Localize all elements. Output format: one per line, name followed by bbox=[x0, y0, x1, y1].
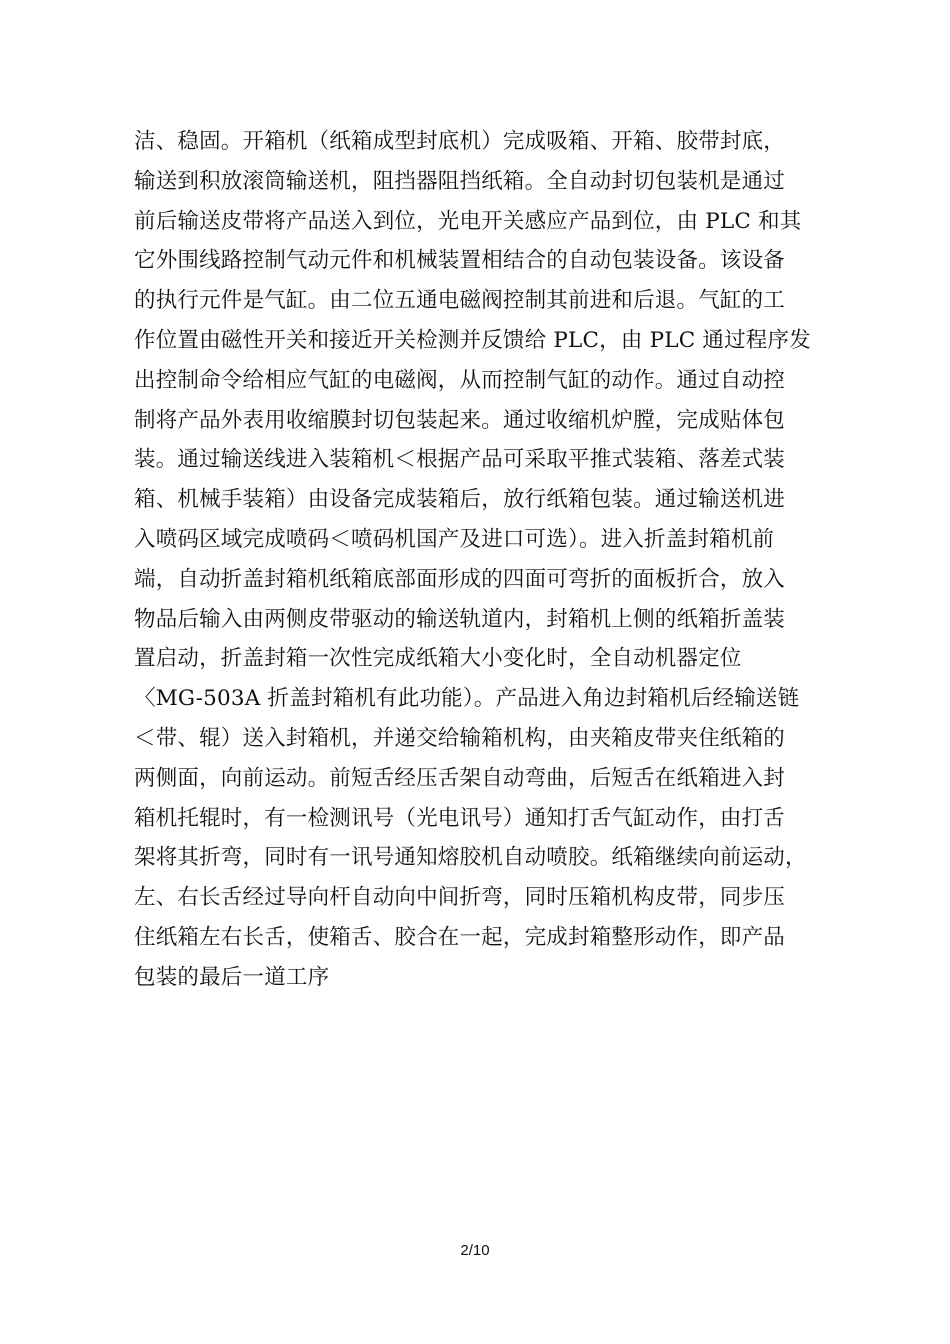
text-line: 它外围线路控制气动元件和机械装置相结合的自动包装设备。该设备 bbox=[134, 248, 786, 274]
text-line: 左、右长舌经过导向杆自动向中间折弯，同时压箱机构皮带，同步压 bbox=[134, 885, 786, 911]
text-line: 置启动，折盖封箱一次性完成纸箱大小变化时，全自动机器定位 bbox=[134, 646, 742, 672]
text-line: 两侧面，向前运动。前短舌经压舌架自动弯曲，后短舌在纸箱进入封 bbox=[134, 765, 786, 791]
page-number: 2/10 bbox=[460, 1242, 490, 1259]
text-line: 装。通过输送线进入装箱机＜根据产品可采取平推式装箱、落差式装 bbox=[134, 447, 786, 473]
text-line: 〈MG-503A 折盖封箱机有此功能）。产品进入角边封箱机后经输送链 bbox=[134, 686, 800, 712]
text-line: 制将产品外表用收缩膜封切包装起来。通过收缩机炉膛，完成贴体包 bbox=[134, 407, 786, 433]
text-line: 作位置由磁性开关和接近开关检测并反馈给 PLC，由 PLC 通过程序发 bbox=[134, 327, 811, 353]
text-line: 出控制命令给相应气缸的电磁阀，从而控制气缸的动作。通过自动控 bbox=[134, 367, 786, 393]
text-line: 入喷码区域完成喷码＜喷码机国产及进口可选）。进入折盖封箱机前 bbox=[134, 526, 775, 552]
text-line: ＜带、辊）送入封箱机，并递交给输箱机构，由夹箱皮带夹住纸箱的 bbox=[134, 725, 786, 751]
text-line: 输送到积放滚筒输送机，阻挡器阻挡纸箱。全自动封切包装机是通过 bbox=[134, 168, 786, 194]
text-line: 住纸箱左右长舌，使箱舌、胶合在一起，完成封箱整形动作，即产品 bbox=[134, 924, 786, 950]
text-line: 端，自动折盖封箱机纸箱底部面形成的四面可弯折的面板折合，放入 bbox=[134, 566, 786, 592]
text-line: 洁、稳固。开箱机（纸箱成型封底机）完成吸箱、开箱、胶带封底， bbox=[134, 129, 786, 154]
text-line: 箱机托辊时，有一检测讯号（光电讯号）通知打舌气缸动作，由打舌 bbox=[134, 805, 786, 831]
text-line: 的执行元件是气缸。由二位五通电磁阀控制其前进和后退。气缸的工 bbox=[134, 288, 786, 314]
text-line: 包装的最后一道工序 bbox=[134, 964, 330, 990]
text-line: 架将其折弯，同时有一讯号通知熔胶机自动喷胶。纸箱继续向前运动， bbox=[134, 845, 807, 871]
text-line: 物品后输入由两侧皮带驱动的输送轨道内，封箱机上侧的纸箱折盖装 bbox=[134, 606, 786, 632]
text-line: 箱、机械手装箱）由设备完成装箱后，放行纸箱包装。通过输送机进 bbox=[134, 487, 786, 513]
text-line: 前后输送皮带将产品送入到位，光电开关感应产品到位，由 PLC 和其 bbox=[134, 208, 802, 234]
body-paragraph bbox=[134, 122, 824, 998]
